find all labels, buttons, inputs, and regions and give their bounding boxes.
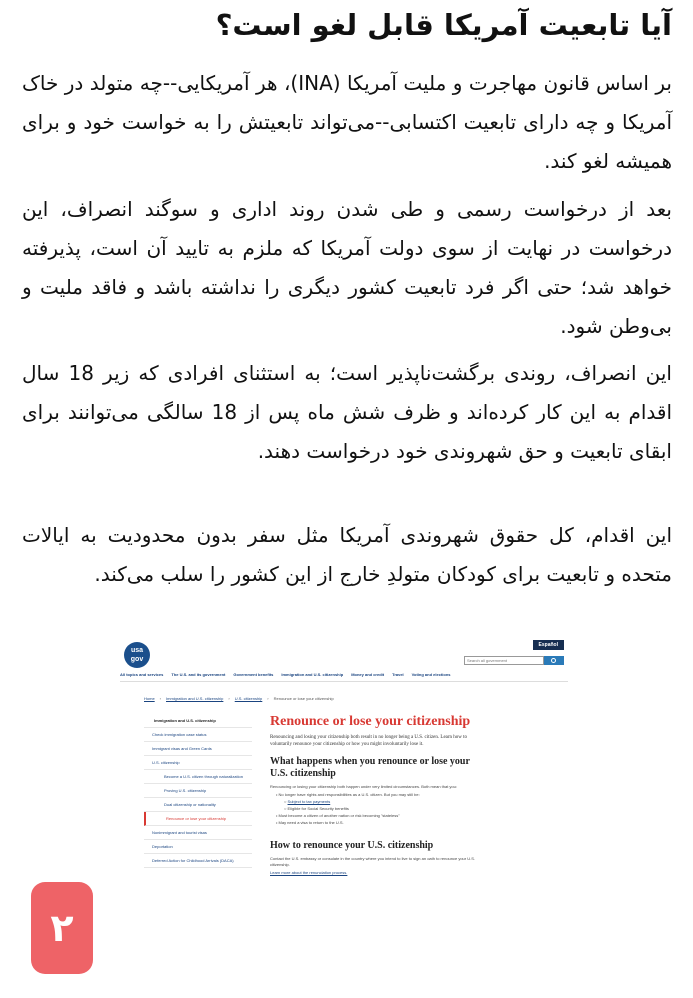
nav-item[interactable]: Immigration and U.S. citizenship xyxy=(281,672,344,677)
sidenav-subitem[interactable]: Dual citizenship or nationality xyxy=(144,798,252,812)
search-icon[interactable] xyxy=(544,656,564,665)
nav-item[interactable]: The U.S. and its government xyxy=(171,672,226,677)
list-item: • Must become a citizen of another nation or risk becoming "stateless" xyxy=(276,813,400,818)
breadcrumb-link[interactable]: Home xyxy=(144,696,155,701)
sidenav-item[interactable]: Nonimmigrant and tourist visas xyxy=(144,826,252,840)
article-paragraph: این انصراف، روندی برگشت‌ناپذیر است؛ به استثنای افرادی که زیر 18 سال اقدام به این کار کرده‌اند و ظرف شش ماه پس از 18 سالگی می‌توانند برای ابقای تابعیت و حق شهروندی خود درخواست دهند. xyxy=(22,361,673,463)
nav-item[interactable]: Government benefits xyxy=(233,672,274,677)
section-body: Contact the U.S. embassy or consulate in the country where you intend to live to sign an oath to renounce your U.S. citizenship. xyxy=(270,856,476,867)
sidenav-subitem[interactable]: Become a U.S. citizen through naturalization xyxy=(144,770,252,784)
article-paragraph: بعد از درخواست رسمی و طی شدن روند اداری و سوگند انصراف، این درخواست در نهایت از سوی دولت آمریکا که ملزم به تایید آن است، پذیرفته خواهد شد؛ حتی اگر فرد تابعیت کشور دیگری را نداشته باشد و فاقد ملیت و بی‌وطن شود. xyxy=(22,197,672,338)
page-intro: Renouncing and losing your citizenship both result in no longer being a U.S. citizen. Learn how to voluntarily renounce your citizenship or how you might involuntarily lose it. xyxy=(270,735,468,747)
espanol-button[interactable]: Español xyxy=(533,640,564,650)
breadcrumb-current: Renounce or lose your citizenship xyxy=(273,696,334,701)
sidenav-heading[interactable]: Immigration and U.S. citizenship xyxy=(144,714,252,728)
article-paragraph: این اقدام، کل حقوق شهروندی آمریکا مثل سفر بدون محدودیت به ایالات متحده و تابعیت برای کودکان متولدِ خارج از این کشور را سلب می‌کند. xyxy=(22,523,672,586)
article-title: آیا تابعیت آمریکا قابل لغو است؟ xyxy=(215,8,672,42)
sidenav-subitem[interactable]: Proving U.S. citizenship xyxy=(144,784,252,798)
side-nav xyxy=(144,714,252,868)
sidenav-subitem-active[interactable]: Renounce or lose your citizenship xyxy=(144,812,252,826)
list-item: ○ Subject to tax payments xyxy=(284,799,331,804)
nav-item[interactable]: Money and credit xyxy=(351,672,385,677)
breadcrumb: Home › Immigration and U.S. citizenship › U.S. citizenship › Renounce or lose your citizenship xyxy=(144,696,334,701)
nav-item[interactable]: Travel xyxy=(392,672,404,677)
article-paragraph: بر اساس قانون مهاجرت و ملیت آمریکا (INA)، هر آمریکایی--چه متولد در خاک آمریکا و چه دارای تابعیت اکتسابی--می‌تواند تابعیتش را به خواست خود و برای همیشه لغو کند. xyxy=(22,71,672,173)
embedded-screenshot xyxy=(110,636,578,986)
list-item: • No longer have rights and responsibilities as a U.S. citizen. But you may still be: xyxy=(276,792,420,797)
sidenav-item[interactable]: U.S. citizenship xyxy=(144,756,252,770)
list-item: • May need a visa to return to the U.S. xyxy=(276,820,344,825)
top-nav xyxy=(120,672,568,682)
sidenav-item[interactable]: Immigrant visas and Green Cards xyxy=(144,742,252,756)
nav-item[interactable]: All topics and services xyxy=(120,672,164,677)
sidenav-item[interactable]: Deferred Action for Childhood Arrivals (DACA) xyxy=(144,854,252,868)
nav-item[interactable]: Voting and elections xyxy=(411,672,451,677)
usagov-logo: usa gov xyxy=(124,642,150,668)
breadcrumb-link[interactable]: U.S. citizenship xyxy=(234,696,263,701)
breadcrumb-link[interactable]: Immigration and U.S. citizenship xyxy=(166,696,224,701)
sidenav-item[interactable]: Deportation xyxy=(144,840,252,854)
page-title: Renounce or lose your citizenship xyxy=(270,714,471,729)
section-heading: What happens when you renounce or lose your U.S. citizenship xyxy=(270,756,470,779)
list-item: ○ Eligible for Social Security benefits xyxy=(284,806,349,811)
sidenav-item[interactable]: Check immigration case status xyxy=(144,728,252,742)
main-content xyxy=(270,714,480,878)
learn-more-link[interactable]: Learn more about the renunciation process. xyxy=(270,870,348,875)
page-number-badge: ۲ xyxy=(31,882,93,974)
section-body: Renouncing or losing your citizenship both happen under very limited circumstances. Both mean that you: xyxy=(270,784,457,789)
search-input[interactable]: Search all government xyxy=(464,656,544,665)
section-heading: How to renounce your U.S. citizenship xyxy=(270,840,434,851)
